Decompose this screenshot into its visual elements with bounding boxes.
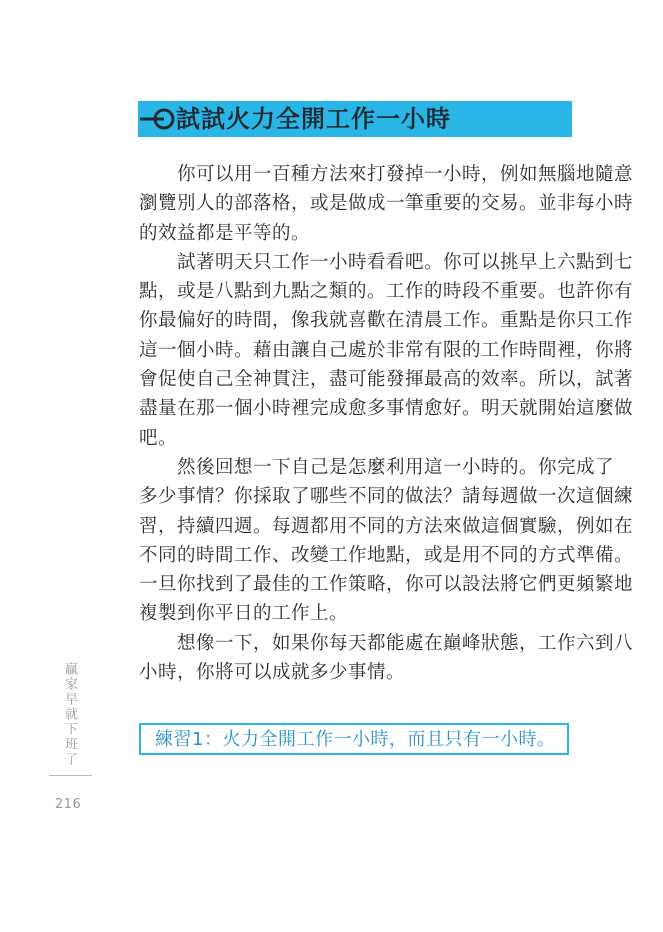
paragraph-line: 小時，你將可以成就多少事情。 [139, 662, 406, 684]
running-book-title: 贏家早就下班了 [62, 662, 77, 767]
paragraph-line: 習，持續四週。每週都用不同的方法來做這個實驗，例如在 [139, 515, 634, 537]
paragraph-line: 試著明天只工作一小時看看吧。你可以挑早上六點到七 [139, 251, 634, 273]
paragraph-line: 吧。 [139, 427, 178, 449]
paragraph-line: 你最偏好的時間，像我就喜歡在清晨工作。重點是你只工作 [139, 310, 634, 332]
paragraph-line: 盡量在那一個小時裡完成愈多事情愈好。明天就開始這麼做 [139, 398, 634, 420]
paragraph-line: 想像一下，如果你每天都能處在巔峰狀態，工作六到八 [139, 632, 634, 654]
exercise-text: 練習1：火力全開工作一小時，而且只有一小時。 [155, 729, 556, 750]
paragraph-line: 你可以用一百種方法來打發掉一小時，例如無腦地隨意 [139, 164, 634, 185]
paragraph-3 [139, 453, 634, 629]
paragraph-line: 會促使自己全神貫注，盡可能發揮最高的效率。所以，試著 [139, 369, 634, 391]
paragraph-line: 的效益都是平等的。 [139, 222, 311, 244]
paragraph-line: 複製到你平日的工作上。 [139, 603, 349, 625]
paragraph-2 [139, 248, 634, 453]
paragraph-line: 然後回想一下自己是怎麼利用這一小時的。你完成了 [139, 456, 615, 478]
paragraph-line: 這一個小時。藉由讓自己處於非常有限的工作時間裡，你將 [139, 339, 634, 361]
page-number: 216 [55, 797, 82, 812]
section-header [138, 101, 572, 137]
paragraph-line: 不同的時間工作、改變工作地點，或是用不同的方式準備。 [139, 544, 634, 566]
section-title: 試試火力全開工作一小時 [176, 105, 451, 133]
paragraph-4 [139, 629, 634, 688]
paragraph-1 [139, 160, 634, 248]
paragraph-line: 瀏覽別人的部落格，或是做成一筆重要的交易。並非每小時 [139, 193, 634, 215]
paragraph-line: 一旦你找到了最佳的工作策略，你可以設法將它們更頻繁地 [139, 574, 634, 596]
arrow-circle-icon [138, 101, 178, 137]
exercise-box [139, 723, 569, 755]
body-text [139, 160, 634, 687]
paragraph-line: 多少事情？你採取了哪些不同的做法？請每週做一次這個練 [139, 486, 634, 508]
sidebar-divider [49, 775, 92, 776]
paragraph-line: 點，或是八點到九點之類的。工作的時段不重要。也許你有 [139, 281, 634, 303]
